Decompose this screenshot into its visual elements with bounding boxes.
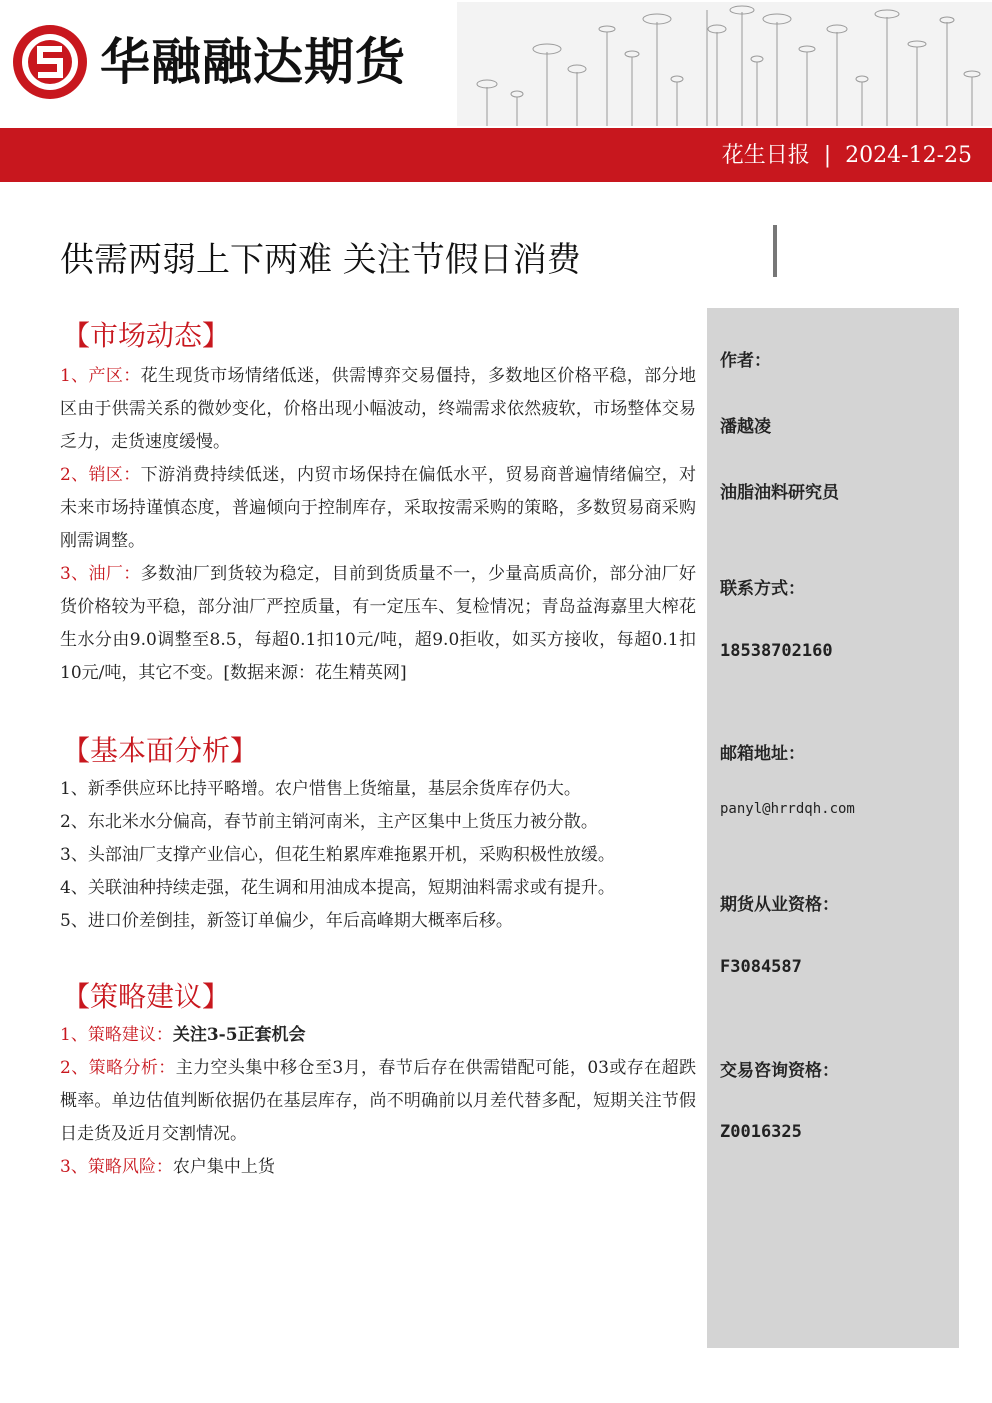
section-title-market: 【市场动态】 [62,319,231,352]
strategy-item-text: 农户集中上货 [172,1157,275,1177]
market-item-text: 下游消费持续低迷，内贸市场保持在偏低水平，贸易商普遍情绪偏空，对未来市场持谨慎态度，普遍倾向于控制库存，采取按需采购的策略，多数贸易商采购刚需调整。 [60,465,696,551]
contact-label: 联系方式： [720,579,805,599]
company-logo-icon [10,22,90,102]
strategy-item-text: 关注3-5正套机会 [172,1025,306,1045]
fundamental-item: 2、东北米水分偏高，春节前主销河南米，主产区集中上货压力被分散。 [60,812,598,832]
header-decoration [457,2,992,126]
futures-qual-number: F3084587 [720,957,802,977]
market-item-text: 多数油厂到货较为稳定，目前到货质量不一，少量高质高价，部分油厂好货价格较为平稳，部分油厂严控质量，有一定压车、复检情况；青岛益海嘉里大榨花生水分由9.0调整至8.5，每超0.1扣10元/吨，超9.0拒收，如买方接收，每超0.1扣10元/吨，其它不变。[数据来源：花生精英网] [60,564,696,683]
fundamental-item: 3、头部油厂支撑产业信心，但花生粕累库难拖累开机，采购积极性放缓。 [60,845,615,865]
trading-qual-number: Z0016325 [720,1122,802,1142]
header-divider: | [823,143,832,168]
market-item-lead: 2、销区： [60,465,141,485]
strategy-item-text: 主力空头集中移仓至3月，春节后存在供需错配可能，03或存在超跌概率。单边估值判断依据仍在基层库存，尚不明确前以月差代替多配，短期关注节假日走货及近月交割情况。 [60,1058,696,1144]
strategy-item-lead: 3、策略风险： [60,1157,173,1177]
brand-name: 华融融达期货 [100,33,406,91]
author-name: 潘越凌 [720,417,771,437]
author-sidebar [707,308,959,1348]
market-item [60,360,696,459]
section-title-strategy: 【策略建议】 [62,980,231,1013]
futures-qual-label: 期货从业资格： [720,895,839,915]
fundamental-item: 4、关联油种持续走强，花生调和用油成本提高，短期油料需求或有提升。 [60,878,615,898]
section-title-fundamental: 【基本面分析】 [62,734,259,767]
market-item-lead: 1、产区： [60,366,141,386]
strategy-item-lead: 1、策略建议： [60,1025,173,1045]
fundamental-item: 5、进口价差倒挂，新签订单偏少，年后高峰期大概率后移。 [60,911,513,931]
strategy-item [60,1019,696,1052]
strategy-item [60,1151,696,1184]
trading-qual-label: 交易咨询资格： [720,1061,839,1081]
fundamental-list [60,773,696,938]
market-item [60,459,696,558]
author-title: 油脂油料研究员 [720,483,839,503]
author-label: 作者： [720,351,771,371]
report-header-bar [0,128,992,182]
market-item [60,558,696,690]
headline-divider [773,225,777,277]
email-address[interactable]: panyl@hrrdqh.com [720,801,855,817]
report-headline: 供需两弱上下两难 关注节假日消费 [60,240,581,280]
strategy-item-lead: 2、策略分析： [60,1058,176,1078]
market-item-text: 花生现货市场情绪低迷，供需博弈交易僵持，多数地区价格平稳，部分地区由于供需关系的微妙变化，价格出现小幅波动，终端需求依然疲软，市场整体交易乏力，走货速度缓慢。 [60,366,696,452]
market-item-lead: 3、油厂： [60,564,141,584]
strategy-item [60,1052,696,1151]
strategy-paragraphs [60,1019,696,1184]
phone-number: 18538702160 [720,641,833,661]
report-date: 2024-12-25 [845,143,972,168]
report-type: 花生日报 [721,143,810,168]
fundamental-item: 1、新季供应环比持平略增。农户惜售上货缩量，基层余货库存仍大。 [60,779,581,799]
email-label: 邮箱地址： [720,744,805,764]
market-paragraphs [60,360,696,690]
